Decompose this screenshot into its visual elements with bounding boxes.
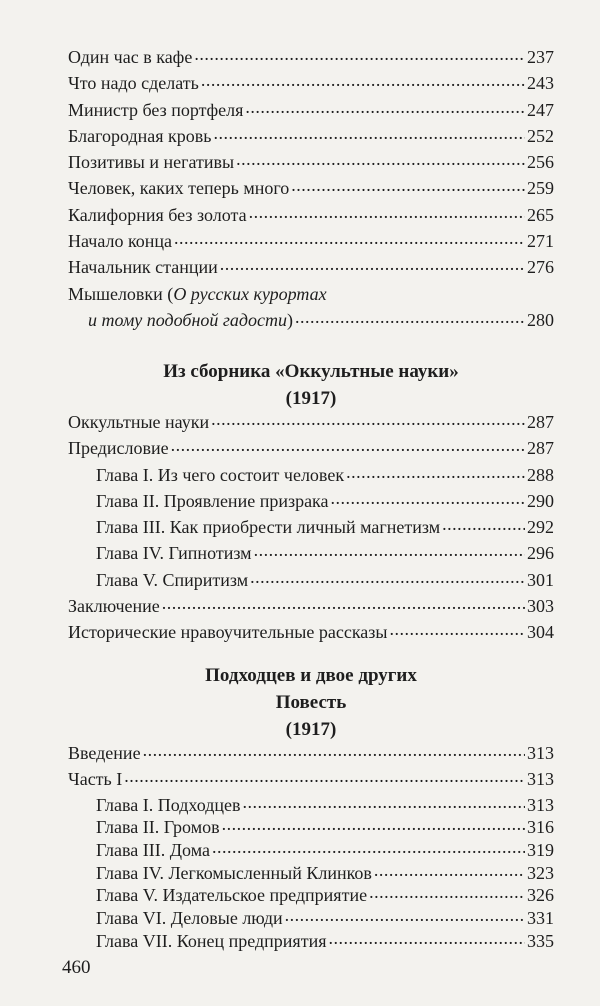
toc-entry	[68, 435, 554, 461]
toc-entry	[68, 593, 554, 619]
toc-entry	[68, 462, 554, 488]
toc-entry	[68, 861, 554, 884]
toc-entry-title: Глава III. Дома	[96, 839, 210, 860]
section-year: (1917)	[285, 719, 337, 740]
toc-entry-page: 271	[527, 231, 554, 252]
toc-entry-page: 265	[527, 204, 554, 225]
toc-section-3	[68, 740, 554, 951]
dot-leader	[291, 176, 525, 194]
toc-entry	[68, 202, 554, 228]
toc-entry-title: Глава IV. Гипнотизм	[96, 543, 252, 564]
dot-leader	[162, 594, 525, 612]
toc-entry	[68, 815, 554, 838]
toc-entry-title: Глава V. Спиритизм	[96, 569, 249, 590]
toc-entry-title: Глава I. Подходцев	[96, 794, 241, 815]
toc-entry	[68, 838, 554, 861]
page-number: 460	[62, 957, 91, 978]
dot-leader	[245, 98, 525, 116]
toc-entry	[68, 740, 554, 766]
toc-entry	[68, 409, 554, 435]
toc-entry	[68, 619, 554, 645]
toc-entry-title: Глава V. Издательское предприятие	[96, 885, 368, 906]
toc-entry-page: 319	[527, 839, 554, 860]
toc-entry-page: 331	[527, 908, 554, 929]
toc-entry-close-paren: )	[287, 309, 294, 330]
toc-entry-page: 259	[527, 178, 554, 199]
toc-entry	[68, 514, 554, 540]
toc-section-1	[68, 44, 554, 333]
toc-entry-title: Глава VI. Деловые люди	[96, 908, 283, 929]
toc-entry	[68, 793, 554, 816]
toc-entry-page: 287	[527, 412, 554, 432]
toc-entry-page: 335	[527, 930, 554, 951]
dot-leader	[250, 568, 525, 586]
toc-entry-page: 292	[527, 517, 554, 538]
toc-entry-multiline	[68, 281, 554, 333]
toc-entry	[68, 149, 554, 175]
toc-entry-subtitle: О русских курортах	[173, 283, 327, 304]
section-heading: Из сборника «Оккультные науки»	[163, 361, 459, 382]
section-3-heading-block	[68, 662, 554, 743]
toc-entry	[68, 228, 554, 254]
section-subheading: Повесть	[275, 692, 347, 713]
dot-leader	[329, 929, 526, 947]
toc-entry-page: 288	[527, 464, 554, 485]
toc-entry	[68, 540, 554, 566]
dot-leader	[201, 71, 525, 89]
toc-entry-title: Что надо сделать	[68, 73, 199, 94]
dot-leader	[214, 124, 526, 142]
toc-entry-page: 326	[527, 885, 554, 906]
toc-entry	[68, 70, 554, 96]
dot-leader	[220, 255, 525, 273]
toc-entry	[68, 567, 554, 593]
toc-entry-title: Глава I. Из чего состоит человек	[96, 464, 345, 485]
dot-leader	[285, 906, 525, 924]
toc-entry-title: Глава IV. Легкомысленный Клинков	[96, 862, 372, 883]
toc-entry-page: 237	[527, 47, 554, 67]
dot-leader	[222, 815, 525, 833]
toc-entry-title: Глава II. Громов	[96, 817, 220, 838]
toc-entry-title: Предисловие	[68, 438, 169, 459]
toc-entry-page: 304	[527, 622, 554, 643]
dot-leader	[331, 489, 525, 507]
dot-leader	[211, 410, 525, 428]
toc-entry	[68, 97, 554, 123]
toc-entry-title: Министр без портфеля	[68, 99, 244, 120]
dot-leader	[374, 861, 525, 879]
section-2-heading-block	[68, 358, 554, 412]
toc-entry-title: Мышеловки (	[68, 283, 174, 304]
toc-entry-page: 276	[527, 257, 554, 278]
toc-entry-title: Часть I	[68, 769, 123, 790]
toc-entry-title: Позитивы и негативы	[68, 152, 235, 173]
toc-entry	[68, 44, 554, 70]
dot-leader	[369, 883, 525, 901]
toc-entry-title: Глава VII. Конец предприятия	[96, 930, 327, 951]
section-year: (1917)	[285, 388, 337, 409]
toc-entry-title: Начало конца	[68, 231, 173, 252]
toc-entry	[68, 254, 554, 280]
toc-entry-title: Оккультные науки	[68, 412, 210, 432]
toc-entry-page: 296	[527, 543, 554, 564]
dot-leader	[236, 150, 525, 168]
toc-entry-page: 256	[527, 152, 554, 173]
toc-entry	[68, 766, 554, 792]
toc-entry-page: 313	[527, 769, 554, 790]
dot-leader	[194, 45, 525, 63]
dot-leader	[174, 229, 525, 247]
dot-leader	[390, 620, 526, 638]
toc-entry-title: Глава III. Как приобрести личный магнетизм	[96, 517, 441, 538]
toc-entry-page: 280	[527, 309, 554, 330]
dot-leader	[254, 541, 525, 559]
toc-entry-title: Введение	[68, 743, 141, 763]
toc-entry-page: 323	[527, 862, 554, 883]
dot-leader	[143, 741, 525, 759]
toc-entry	[68, 906, 554, 929]
toc-entry-page: 303	[527, 596, 554, 617]
toc-entry-title: Благородная кровь	[68, 125, 212, 146]
toc-entry-title: Начальник станции	[68, 257, 218, 278]
toc-entry-page: 301	[527, 569, 554, 590]
toc-entry-page: 313	[527, 743, 554, 763]
toc-entry	[68, 883, 554, 906]
toc-entry	[68, 929, 554, 952]
dot-leader	[212, 838, 525, 856]
toc-entry-page: 243	[527, 73, 554, 94]
toc-entry-title: Калифорния без золота	[68, 204, 247, 225]
toc-entry-title: Человек, каких теперь много	[68, 178, 290, 199]
toc-entry-title: Один час в кафе	[68, 47, 193, 67]
toc-entry-page: 247	[527, 99, 554, 120]
toc-entry-page: 252	[527, 125, 554, 146]
toc-entry	[68, 488, 554, 514]
dot-leader	[295, 308, 525, 326]
section-heading: Подходцев и двое других	[205, 665, 417, 686]
toc-entry	[68, 175, 554, 201]
toc-section-2	[68, 409, 554, 646]
toc-entry-title: Исторические нравоучительные рассказы	[68, 622, 388, 643]
dot-leader	[171, 436, 525, 454]
dot-leader	[249, 203, 525, 221]
toc-entry-page: 287	[527, 438, 554, 459]
toc-entry-subtitle-cont: и тому подобной гадости	[88, 309, 288, 330]
toc-entry-title: Заключение	[68, 596, 160, 617]
toc-entry-page: 290	[527, 490, 554, 511]
dot-leader	[442, 515, 525, 533]
dot-leader	[242, 793, 525, 811]
toc-entry-page: 316	[527, 817, 554, 838]
toc-entry-page: 313	[527, 794, 554, 815]
toc-entry-title: Глава II. Проявление призрака	[96, 490, 329, 511]
dot-leader	[124, 767, 525, 785]
toc-entry	[68, 123, 554, 149]
dot-leader	[346, 463, 525, 481]
